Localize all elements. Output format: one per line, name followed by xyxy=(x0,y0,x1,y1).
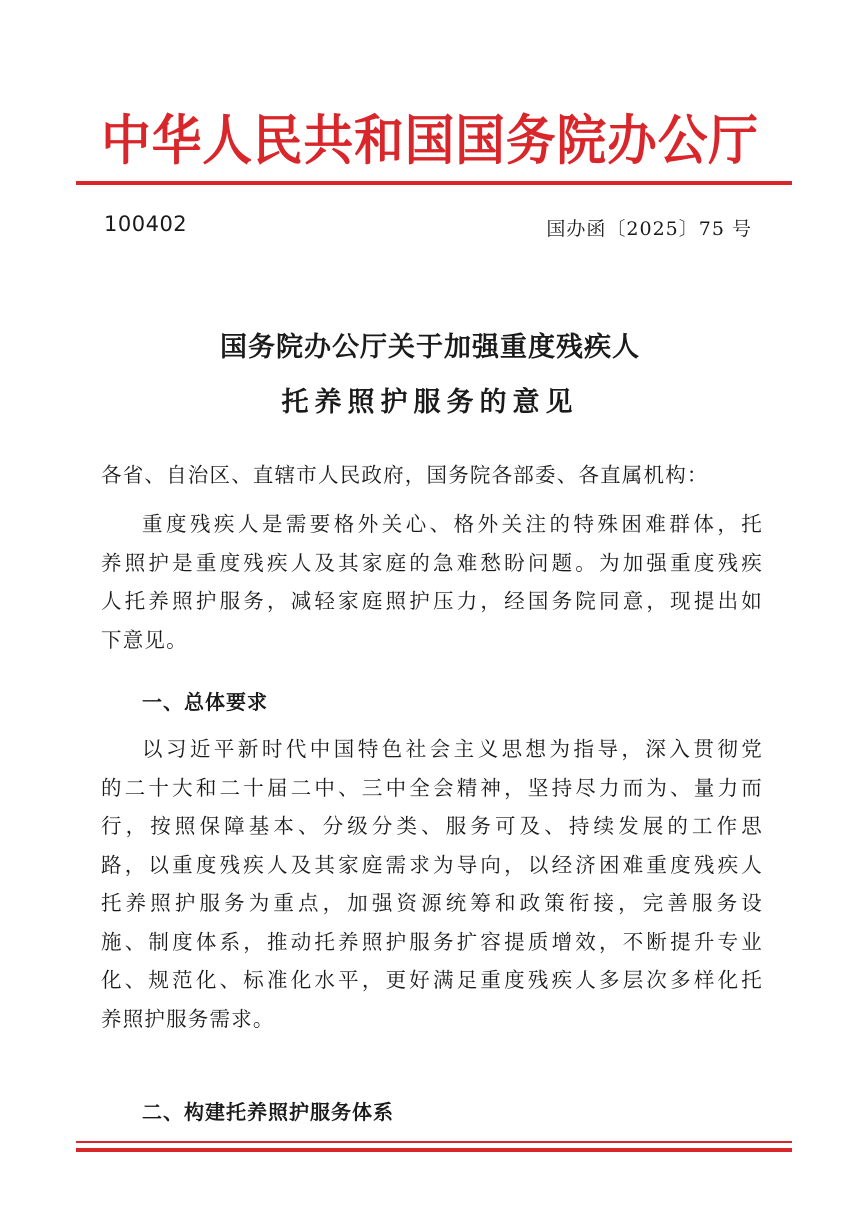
document-number: 国办函〔2025〕75 号 xyxy=(546,218,752,240)
document-title-line1: 国务院办公厅关于加强重度残疾人 xyxy=(220,332,640,363)
section-heading-1: 一、总体要求 xyxy=(142,690,268,714)
paragraph-line: 人托养照护服务，减轻家庭照护压力，经国务院同意，现提出如 xyxy=(101,589,763,613)
general-requirements-paragraph xyxy=(101,730,763,1038)
section-heading-2: 二、构建托养照护服务体系 xyxy=(142,1100,394,1124)
paragraph-line: 路，以重度残疾人及其家庭需求为导向，以经济困难重度残疾人 xyxy=(101,852,763,877)
paragraph-line: 以习近平新时代中国特色社会主义思想为指导，深入贯彻党 xyxy=(142,737,763,761)
intro-paragraph xyxy=(101,505,763,659)
paragraph-line: 化、规范化、标准化水平，更好满足重度残疾人多层次多样化托 xyxy=(101,968,763,992)
paragraph-line: 养照护是重度残疾人及其家庭的急难愁盼问题。为加强重度残疾 xyxy=(101,550,763,575)
header-red-rule xyxy=(76,181,792,185)
salutation: 各省、自治区、直辖市人民政府，国务院各部委、各直属机构： xyxy=(101,463,709,487)
paragraph-line: 托养照护服务为重点，加强资源统筹和政策衔接，完善服务设 xyxy=(101,891,763,915)
paragraph-line: 的二十大和二十届二中、三中全会精神，坚持尽力而为、量力而 xyxy=(101,775,763,800)
paragraph-line: 行，按照保障基本、分级分类、服务可及、持续发展的工作思 xyxy=(101,814,763,838)
document-code: 100402 xyxy=(104,212,188,236)
paragraph-line: 施、制度体系，推动托养照护服务扩容提质增效，不断提升专业 xyxy=(101,929,763,954)
paragraph-line: 养照护服务需求。 xyxy=(101,1006,275,1031)
issuer-header: 中华人民共和国国务院办公厅 xyxy=(101,109,759,172)
paragraph-line: 下意见。 xyxy=(101,627,188,652)
footer-red-rule-bottom xyxy=(76,1148,792,1152)
footer-red-rule-top xyxy=(76,1141,792,1143)
document-title-line2: 托养照护服务的意见 xyxy=(281,387,579,418)
paragraph-line: 重度残疾人是需要格外关心、格外关注的特殊困难群体，托 xyxy=(142,512,763,536)
